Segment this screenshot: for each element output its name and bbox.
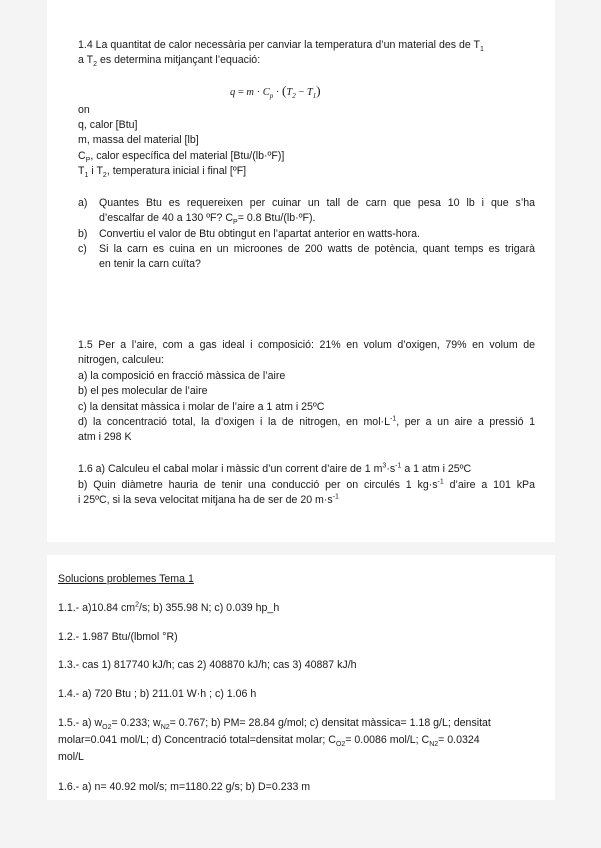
problem-1-4-intro: 1.4 La quantitat de calor necessària per canviar la temperatura d’un material des de $T_1$ [78,39,484,54]
def-heat: q, calor [Btu] [78,119,138,131]
question-a-line1: Quantes Btu es requereixen per cuinar un tall de carn que pesa 10 lb i que s’ha [99,197,535,209]
solution-1-5-line1: 1.5.- a) $w_{O2}= 0.233$; $w_{N2}= 0.767$; b) PM= 28.84 g/mol; c) densitat màssica= 1.18 g/L; densitat [58,717,491,732]
problems-page [47,0,555,542]
problem-1-6-b-line2: i 25ºC, si la seva velocitat mitjana ha de ser de 20 $m\cdot s^{-1}$ [78,493,339,506]
heat-equation: $q = m \cdot C_p \cdot (T_2 - T_1)$ [230,83,321,101]
solution-1-6: 1.6.- a) n= 40.92 mol/s; m=1180.22 g/s; b) D=0.233 m [58,781,311,793]
solution-1-5-line2: molar=0.041 mol/L; d) Concentració total=densitat molar; $C_{O2}= 0.0086$ mol/L; $C_{N2}= 0.0324$ [58,734,480,749]
solutions-page [47,555,555,800]
solution-1-4: 1.4.- a) 720 Btu ; b) 211.01 W·h ; c) 1.06 h [58,688,257,700]
question-c-line2: en tenir la carn cuïta? [99,258,201,270]
problem-1-5-b: b) el pes molecular de l’aire [78,385,208,397]
question-c-label: c) [78,243,87,255]
question-a-line2: d’escalfar de 40 a 130 ºF? $C_P= 0.8$ Btu/(lb·ºF). [99,212,316,227]
problem-1-6-a: 1.6 a) Calculeu el cabal molar i màssic d’un corrent d’aire de 1 $m^3\cdot s^{-1}$ a 1 atm i 25ºC [78,462,472,475]
problem-1-5-intro: 1.5 Per a l’aire, com a gas ideal i composició: 21% en volum d’oxigen, 79% en volum de [78,339,535,351]
problem-1-6-b: b) Quin diàmetre hauria de tenir una conducció per on circulés 1 $kg\cdot s^{-1}$ d’aire a 101 kPa [78,478,535,491]
problem-1-5-intro-line2: nitrogen, calculeu: [78,354,164,366]
question-b-label: b) [78,228,88,240]
def-temperatures: $T_1$ i $T_2$, temperatura inicial i final [ºF] [78,165,247,180]
problem-1-4-intro-line2: a $T_2$ es determina mitjançant l’equació: [78,54,261,69]
solution-1-2: 1.2.- 1.987 Btu/(lbmol °R) [58,631,178,643]
question-a-label: a) [78,197,88,209]
question-c-line1: Si la carn es cuina en un microones de 200 watts de potència, quant temps es trigarà [99,243,535,255]
question-b-line1: Convertiu el valor de Btu obtingut en l’apartat anterior en watts-hora. [99,228,420,240]
problem-1-5-d-line2: atm i 298 K [78,431,132,443]
problem-1-5-d: d) la concentració total, la d’oxigen i la de nitrogen, en $mol\cdot L^{-1}$, per a un aire a pressió 1 [78,415,535,428]
solution-1-3: 1.3.- cas 1) 817740 kJ/h; cas 2) 408870 kJ/h; cas 3) 40887 kJ/h [58,659,357,671]
def-specific-heat: $C_P$, calor específica del material [Btu/(lb·ºF)] [78,150,285,165]
problem-1-5-a: a) la composició en fracció màssica de l’aire [78,370,286,382]
def-mass: m, massa del material [lb] [78,134,199,146]
solution-1-5-line3: mol/L [58,751,84,763]
solutions-title: Solucions problemes Tema 1 [58,573,194,585]
problem-1-5-c: c) la densitat màssica i molar de l’aire a 1 atm i 25ºC [78,401,325,413]
where-label: on [78,104,90,116]
solution-1-1: 1.1.- a)10.84 $cm^2/s$; b) 355.98 N; c) 0.039 hp_h [58,601,280,614]
